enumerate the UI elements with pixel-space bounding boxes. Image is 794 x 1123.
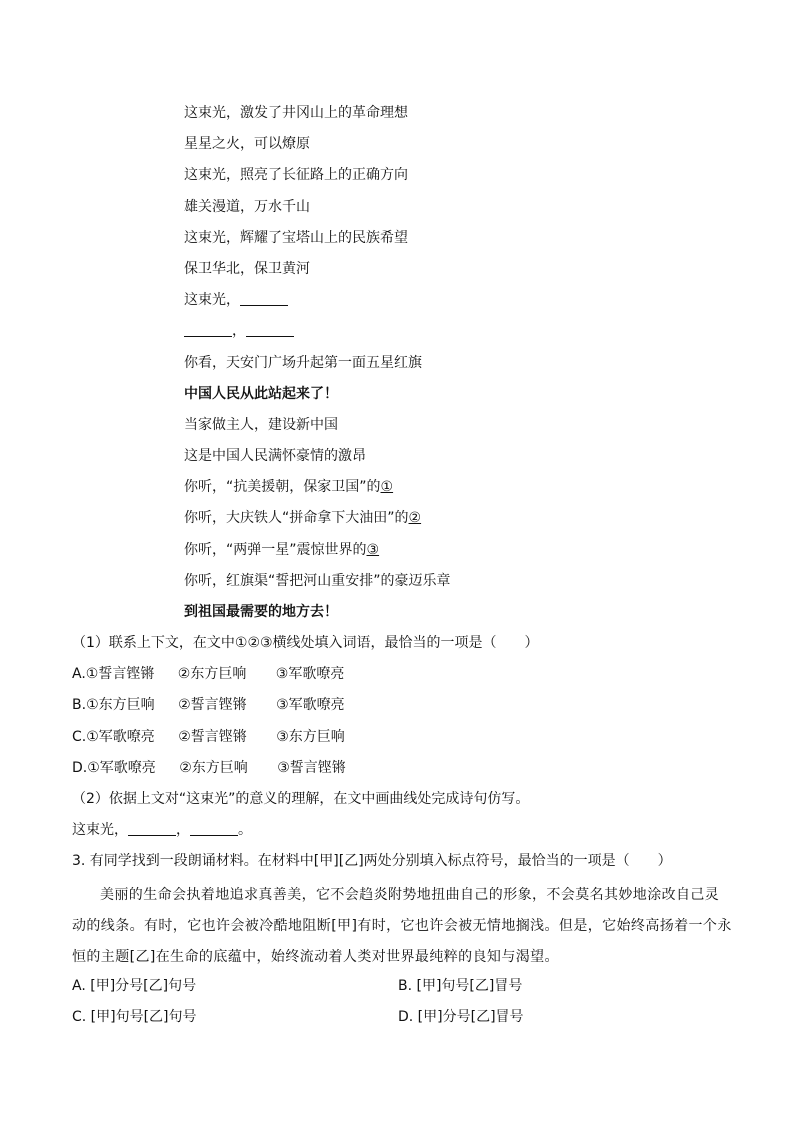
question-3-option-d[interactable]: D. [甲]分号[乙]冒号 xyxy=(398,1009,524,1026)
question-3-stem: 3. 有同学找到一段朗诵材料。在材料中[甲][乙]两处分别填入标点符号，最恰当的一项是（ ） xyxy=(72,853,672,870)
poem-line xyxy=(184,474,584,505)
poem-line: 中国人民从此站起来了！ xyxy=(184,385,338,402)
option-part: ③誓言铿锵 xyxy=(277,759,346,776)
poem-line: 你看，天安门广场升起第一面五星红旗 xyxy=(184,354,422,371)
poem-line: 雄关漫道，万水千山 xyxy=(184,198,310,215)
answer-separator: ， xyxy=(176,822,190,839)
option-part: ②东方巨响 xyxy=(179,759,248,776)
poem-text: 你听，“两弹一星”震惊世界的 xyxy=(184,541,367,558)
question-3-options-row-2 xyxy=(72,1004,732,1035)
questions-block xyxy=(72,630,732,1035)
option-label: B. xyxy=(72,697,87,714)
option-part: ②誓言铿锵 xyxy=(178,697,247,714)
question-3-passage: 美丽的生命会执着地追求真善美，它不会趋炎附势地扭曲自己的形象，不会莫名其妙地涂改自己灵动的线条。有时，它也许会被冷酷地阻断[甲]有时，它也许会被无情地搁浅。但是，它始终高扬着一个永恒的主题[乙]在生命的底蕴中，始终流动着人类对世界最纯粹的良知与渴望。 xyxy=(72,886,732,965)
fill-blank xyxy=(184,321,232,337)
question-3-option-c[interactable]: C. [甲]句号[乙]句号 xyxy=(72,1009,197,1026)
poem-line: 到祖国最需要的地方去！ xyxy=(184,604,338,620)
poem-line: 这束光，激发了井冈山上的革命理想 xyxy=(184,105,408,121)
option-label: A. xyxy=(72,666,86,683)
question-1-option-a[interactable] xyxy=(72,661,732,692)
option-part: ②誓言铿锵 xyxy=(178,728,247,745)
question-1-stem: （1）联系上下文，在文中①②③横线处填入词语，最恰当的一项是（ ） xyxy=(72,635,539,651)
blank-marker-1: ① xyxy=(380,479,394,496)
poem-line: 你听，红旗渠“誓把河山重安排”的豪迈乐章 xyxy=(184,572,451,589)
answer-prefix: 这束光， xyxy=(72,822,128,839)
poem-line xyxy=(184,505,584,536)
question-3-options-row-1 xyxy=(72,973,732,1004)
answer-end: 。 xyxy=(238,822,252,839)
fill-blank xyxy=(240,290,288,306)
question-1-option-b[interactable] xyxy=(72,692,732,723)
poem-line: 这束光，照亮了长征路上的正确方向 xyxy=(184,167,408,184)
poem-text: 你听，“抗美援朝，保家卫国”的 xyxy=(184,479,381,496)
answer-blank[interactable] xyxy=(190,820,238,836)
option-label: C. xyxy=(72,728,87,745)
poem-text: 你听，大庆铁人“拼命拿下大油田”的 xyxy=(184,510,409,527)
poem-line: 保卫华北，保卫黄河 xyxy=(184,260,310,277)
poem-line: 当家做主人，建设新中国 xyxy=(184,416,338,433)
poem-separator: ， xyxy=(232,323,246,340)
blank-marker-3: ③ xyxy=(366,541,380,558)
option-part: ③军歌嘹亮 xyxy=(275,666,345,683)
question-3-option-a[interactable]: A. [甲]分号[乙]句号 xyxy=(72,978,197,995)
poem-block xyxy=(184,100,584,630)
option-part: ①军歌嘹亮 xyxy=(87,759,156,776)
option-part: ②东方巨响 xyxy=(177,666,247,683)
question-2-answer xyxy=(72,817,732,848)
poem-line: 这束光，辉耀了宝塔山上的民族希望 xyxy=(184,229,408,246)
question-1-option-c[interactable] xyxy=(72,724,732,755)
option-part: ①军歌嘹亮 xyxy=(86,728,155,745)
question-3-option-b[interactable]: B. [甲]句号[乙]冒号 xyxy=(398,978,523,995)
poem-line-with-blank xyxy=(184,287,584,318)
poem-line: 星星之火，可以燎原 xyxy=(184,136,310,153)
option-part: ①誓言铿锵 xyxy=(85,666,155,683)
fill-blank xyxy=(246,321,294,337)
question-2-stem: （2）依据上文对“这束光”的意义的理解，在文中画曲线处完成诗句仿写。 xyxy=(72,790,530,807)
option-label: D. xyxy=(72,759,88,776)
answer-blank[interactable] xyxy=(128,820,176,836)
question-1-option-d[interactable] xyxy=(72,755,732,786)
option-part: ①东方巨响 xyxy=(86,697,155,714)
option-part: ③军歌嘹亮 xyxy=(276,697,345,714)
poem-text: 这束光， xyxy=(184,292,240,309)
poem-line-blanks xyxy=(184,318,584,349)
blank-marker-2: ② xyxy=(408,510,422,527)
poem-line xyxy=(184,537,584,568)
poem-line: 这是中国人民满怀豪情的激昂 xyxy=(184,448,366,465)
option-part: ③东方巨响 xyxy=(276,728,345,745)
